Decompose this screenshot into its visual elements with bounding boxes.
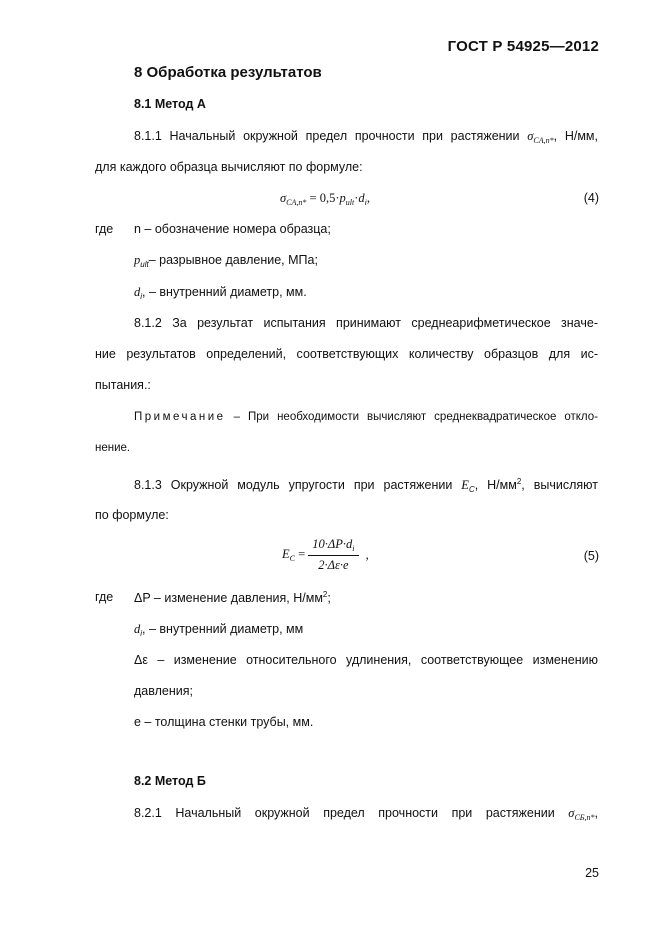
- paragraph-811-line1: [134, 129, 598, 145]
- where-label: где: [95, 222, 114, 236]
- paragraph-821-line1: 8.2.1 Начальный окружной предел прочности при растяжении $\sigma_{CБ,n*}$,: [134, 806, 598, 822]
- note-label: Примечание: [134, 411, 226, 423]
- document-standard-code: ГОСТ Р 54925—2012: [447, 38, 599, 55]
- formula-4-number: (4): [583, 191, 599, 205]
- where-label-2: где: [95, 590, 114, 604]
- paragraph-812-line1: 8.1.2 За результат испытания принимают среднеарифметическое значе-: [134, 316, 598, 330]
- formula-4: $\sigma_{CA,n*} = 0,5\cdot p_{ult}\cdot d_i$,: [280, 191, 370, 207]
- formula-5-number: (5): [583, 549, 599, 563]
- definition-n: n – обозначение номера образца;: [134, 222, 331, 236]
- definition-delta-p: ΔP – изменение давления, $Н/мм^2$;: [134, 590, 331, 605]
- paragraph-811-line2: для каждого образца вычисляют по формуле:: [95, 160, 363, 174]
- section-title: 8 Обработка результатов: [134, 64, 322, 81]
- formula-5: $E_C$ = $\frac{10\cdot\Delta P\cdot d_i}{2\cdot\Delta\varepsilon\cdot e}$ ,: [282, 537, 369, 572]
- page-number: 25: [585, 866, 599, 880]
- note-line2: нение.: [95, 442, 131, 454]
- paragraph-812-line3: пытания.:: [95, 378, 151, 392]
- note-line1: Примечание – При необходимости вычисляют среднеквадратическое откло-: [134, 411, 598, 423]
- p811-unit: , Н/мм,: [553, 129, 598, 143]
- definition-d-i: $d_i$, – внутренний диаметр, мм.: [134, 285, 307, 301]
- p811-symbol: $\sigma_{CA,n*}$: [527, 129, 554, 145]
- subsection-title-method-b: 8.2 Метод Б: [134, 774, 206, 788]
- p811-text: 8.1.1 Начальный окружной предел прочности при растяжении: [134, 129, 520, 143]
- formula-5-fraction: $\frac{10\cdot\Delta P\cdot d_i}{2\cdot\Delta\varepsilon\cdot e}$: [308, 537, 358, 573]
- definition-e: e – толщина стенки трубы, мм.: [134, 715, 314, 729]
- definition-delta-epsilon-line1: Δε – изменение относительного удлинения, соответствующее изменению: [134, 653, 598, 667]
- definition-delta-epsilon-line2: давления;: [134, 684, 193, 698]
- paragraph-812-line2: ние результатов определений, соответствующих количеству образцов для ис-: [95, 347, 598, 361]
- p821-symbol: $\sigma_{CБ,n*}$: [568, 806, 595, 822]
- paragraph-813-line2: по формуле:: [95, 508, 169, 522]
- paragraph-813-line1: 8.1.3 Окружной модуль упругости при растяжении $E_C$, $Н/мм^2$, вычисляют: [134, 477, 598, 494]
- subsection-title-method-a: 8.1 Метод А: [134, 97, 206, 111]
- definition-p-ult: $p_{ult}-$ разрывное давление, МПа;: [134, 253, 318, 269]
- definition-d-i-2: $d_i$, – внутренний диаметр, мм: [134, 622, 304, 638]
